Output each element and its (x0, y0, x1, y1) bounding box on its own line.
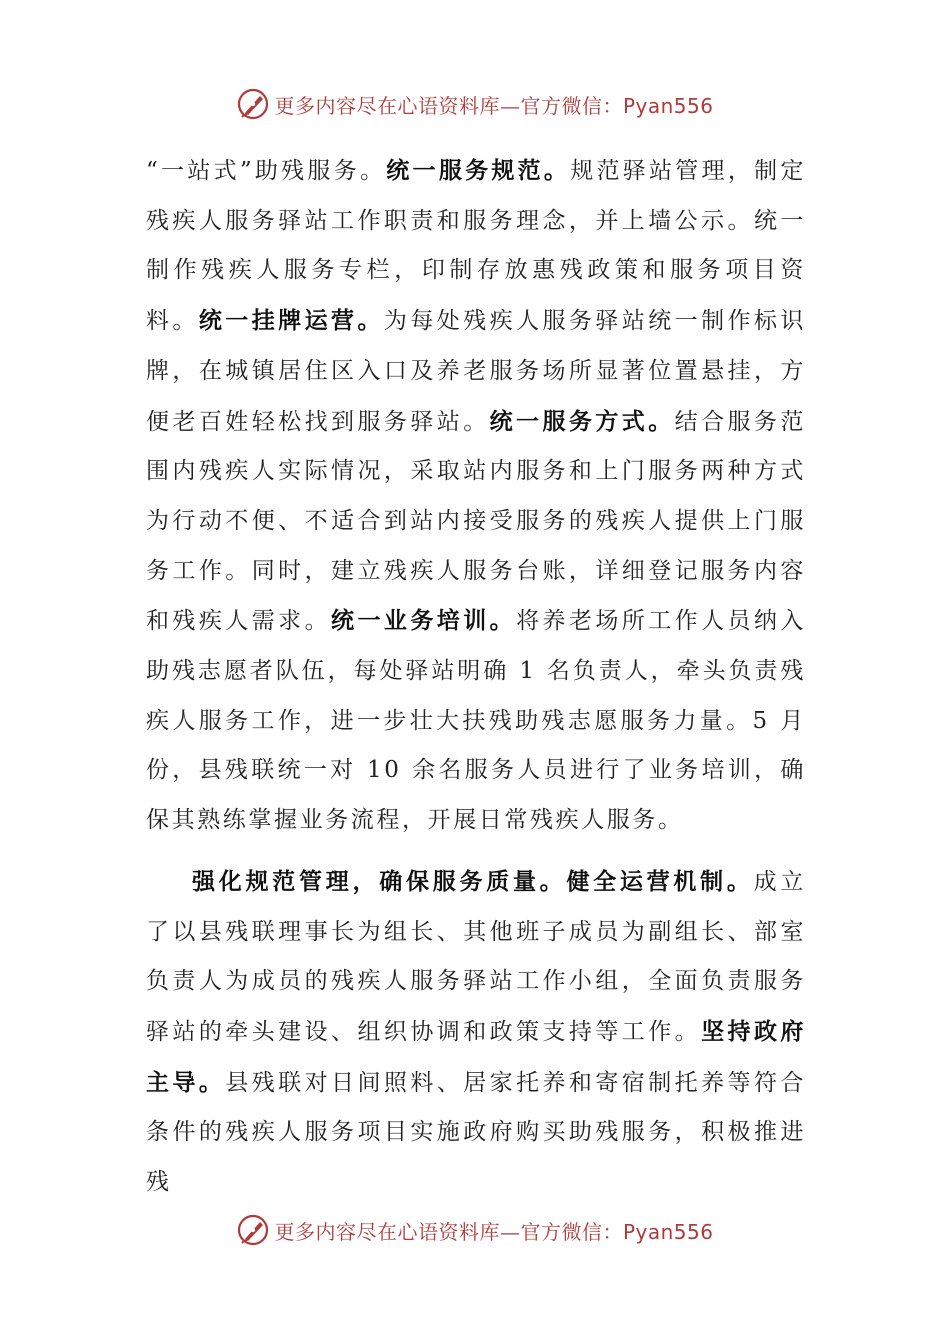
bold-heading: 健全运营机制。 (566, 867, 754, 895)
banner-title: 更多内容尽在心语资料库 (274, 1219, 500, 1244)
text-run: “一站式”助残服务。 (146, 158, 387, 184)
paragraph-2 (146, 857, 806, 1208)
banner-dash: — (499, 93, 521, 118)
text-run: 县残联对日间照料、居家托养和寄宿制托养等符合条件的残疾人服务项目实施政府购买助残服务，积极推进残 (146, 1069, 806, 1196)
text-run: 为每处残疾人服务驿站统一制作标识牌，在城镇居住区入口及养老服务场所显著位置悬挂，方便老百姓轻松找到服务驿站。 (146, 308, 806, 435)
bold-heading: 统一服务方式。 (489, 407, 675, 435)
bold-heading: 统一业务培训。 (331, 607, 517, 635)
quill-pen-logo-icon (236, 1213, 270, 1247)
banner-text (274, 1216, 713, 1245)
banner-title: 更多内容尽在心语资料库 (274, 93, 500, 118)
header-banner (0, 84, 950, 124)
text-run: 规范驿站管理，制定残疾人服务驿站工作职责和服务理念，并上墙公示。统一制作残疾人服务专栏，印制存放惠残政策和服务项目资料。 (146, 158, 806, 335)
bold-heading: 统一服务规范。 (386, 157, 571, 184)
text-run: 结合服务范围内残疾人实际情况，采取站内服务和上门服务两种方式为行动不便、不适合到站内接受服务的残疾人提供上门服务工作。同时，建立残疾人服务台账，详细登记服务内容和残疾人需求。 (146, 408, 806, 635)
text-run: 将养老场所工作人员纳入助残志愿者队伍，每处驿站明确 1 名负责人，牵头负责残疾人服务工作，进一步壮大扶残助残志愿服务力量。5 月份，县残联统一对 10 余名服务人员进行了业务培训，确保其熟练掌握业务流程，开展日常残疾人服务。 (146, 608, 806, 834)
bold-heading: 坚持政府主导。 (146, 1017, 806, 1096)
document-body (146, 146, 806, 1208)
banner-wechat: 官方微信：Pyan556 (520, 1219, 714, 1244)
bold-heading: 统一挂牌运营。 (198, 307, 384, 335)
banner-text (274, 90, 713, 119)
paragraph-1 (146, 146, 806, 846)
banner-dash: — (499, 1219, 521, 1244)
banner-wechat: 官方微信：Pyan556 (520, 93, 714, 118)
bold-heading: 强化规范管理，确保服务质量。 (192, 867, 567, 895)
quill-pen-logo-icon (236, 87, 270, 121)
footer-banner (0, 1210, 950, 1250)
text-run: 成立了以县残联理事长为组长、其他班子成员为副组长、部室负责人为成员的残疾人服务驿站工作小组，全面负责服务驿站的牵头建设、组织协调和政策支持等工作。 (146, 868, 807, 1045)
